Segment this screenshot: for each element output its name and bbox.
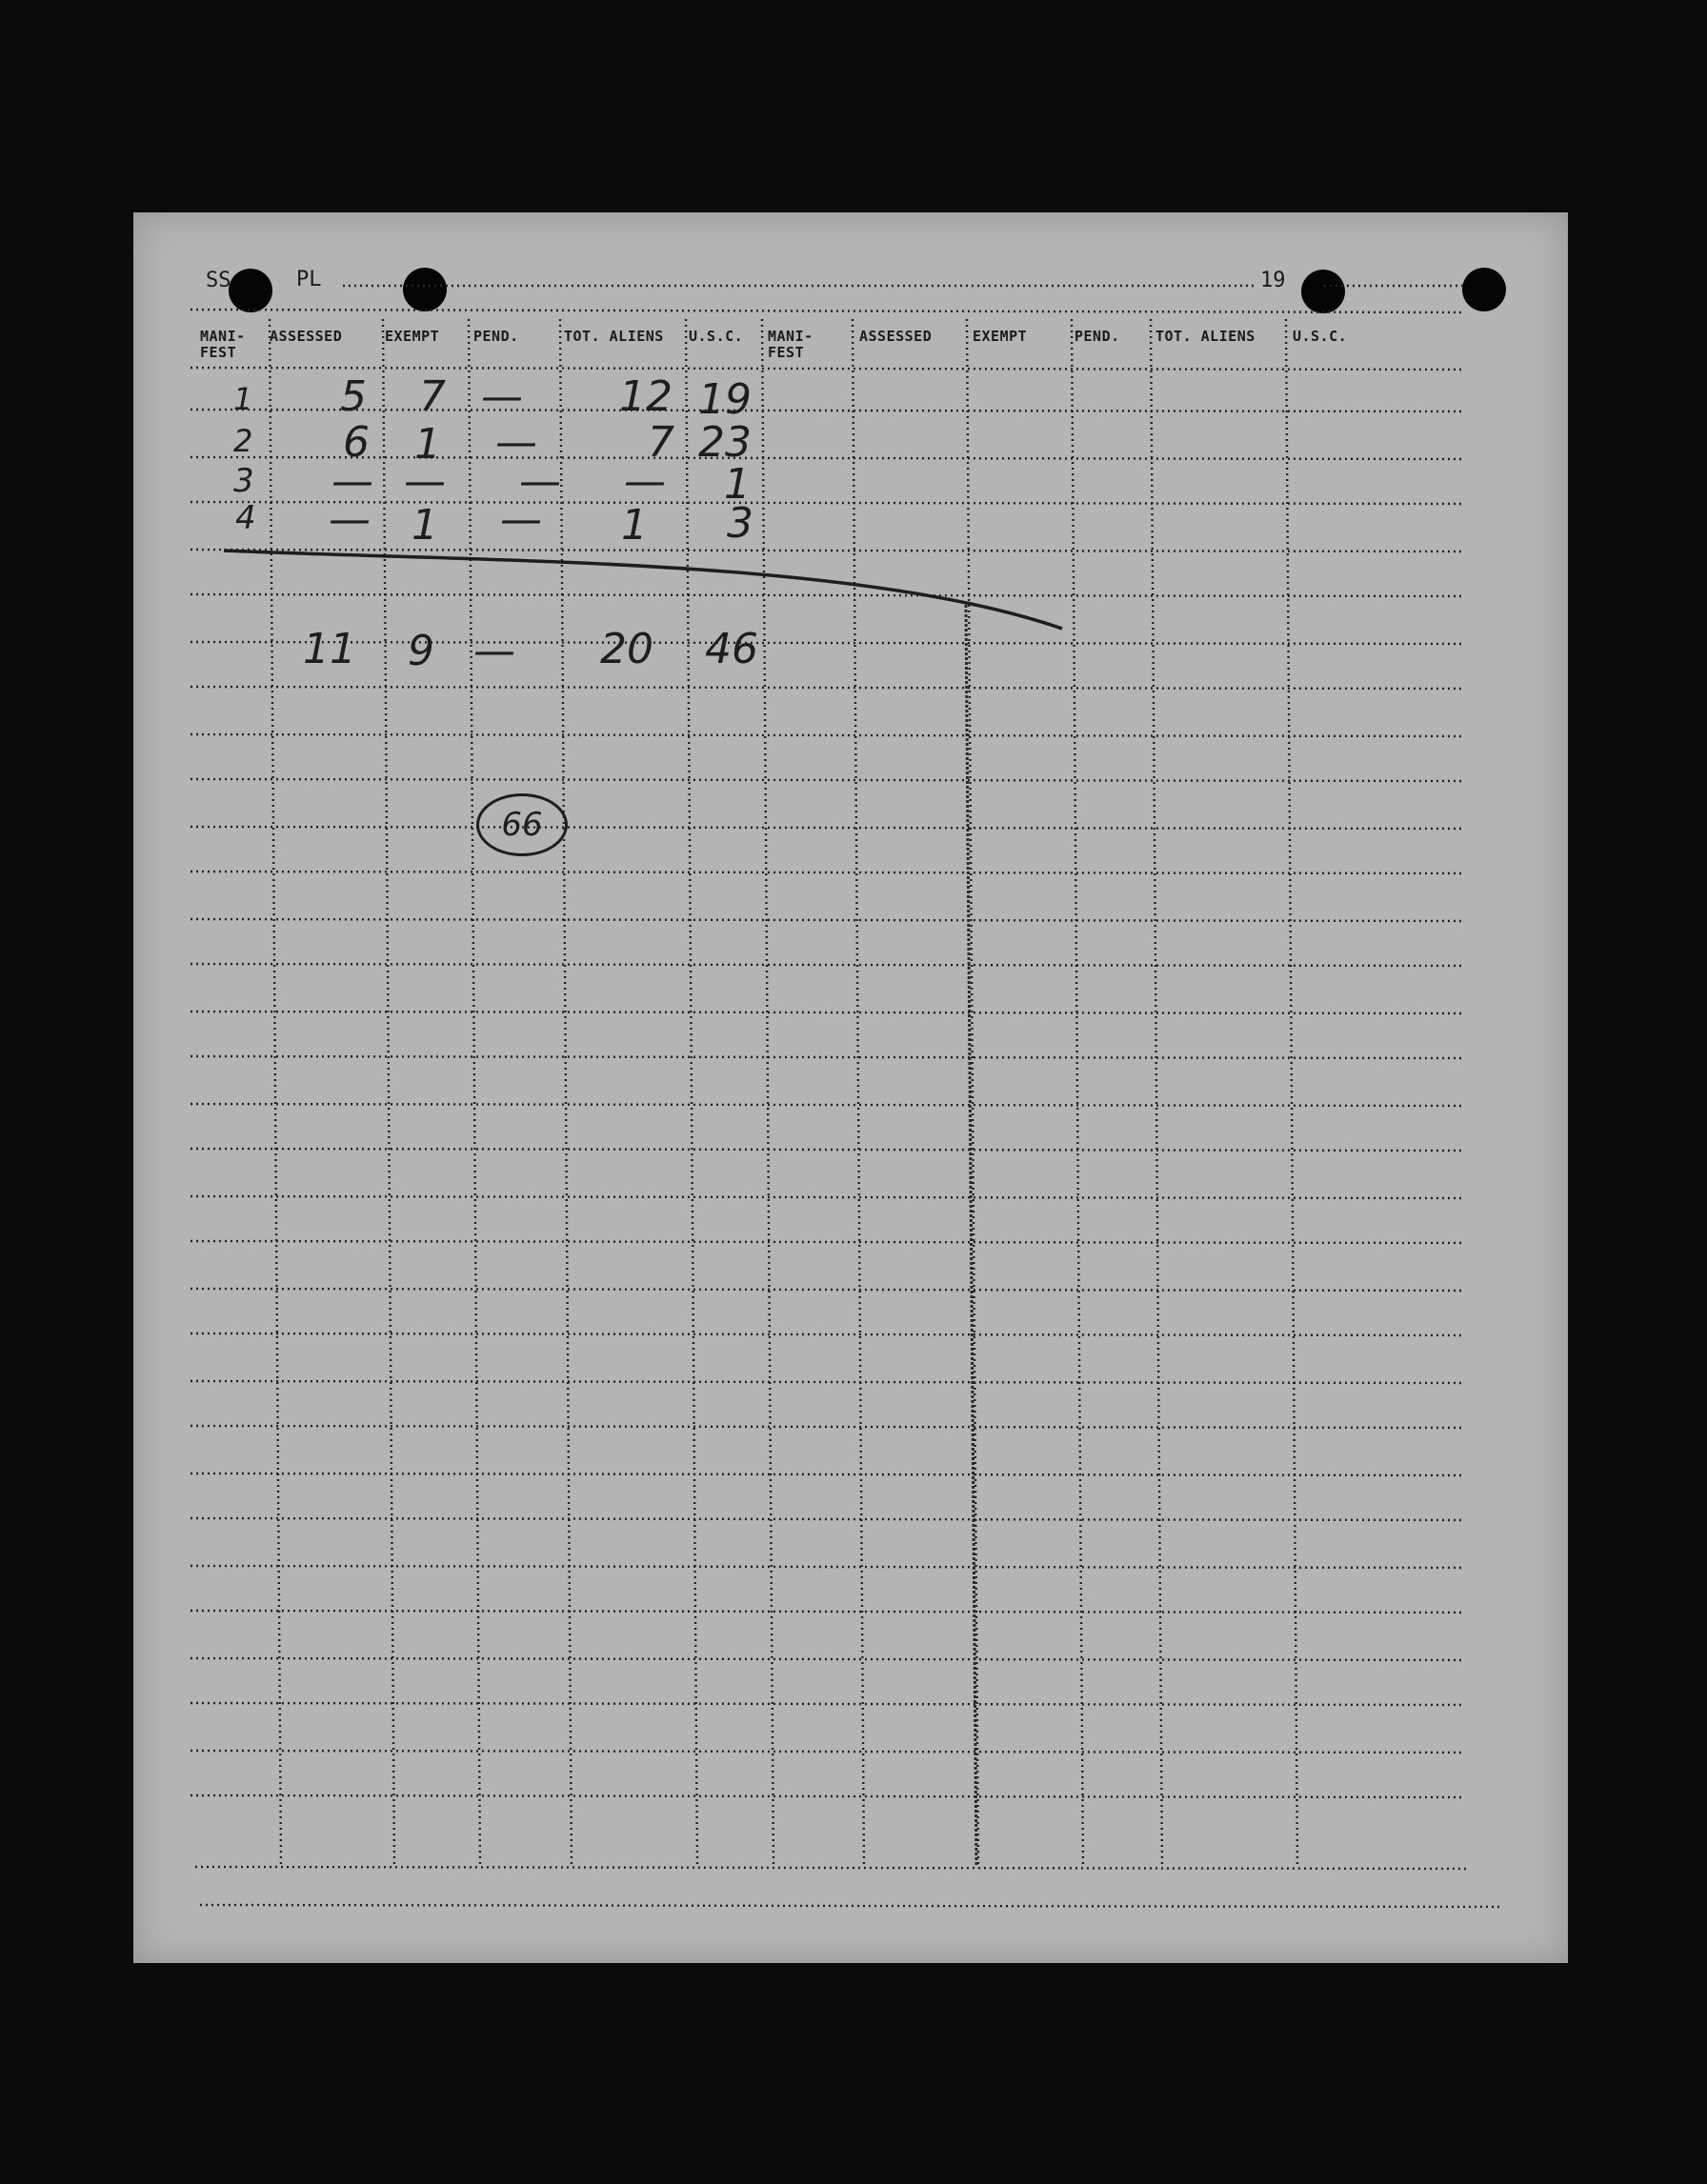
row-2-usc: 23: [698, 418, 752, 467]
header-manifest-right: [768, 329, 813, 361]
row-line: [191, 872, 1462, 873]
header-exempt-left: EXEMPT: [385, 328, 440, 345]
row-line: [191, 1381, 1462, 1383]
port-label: PL: [296, 268, 322, 291]
row-4-assessed: —: [329, 495, 371, 544]
row-line: [191, 410, 1462, 411]
header-tot-aliens-left: TOT. ALIENS: [564, 328, 664, 345]
row-line: [191, 1658, 1462, 1660]
row-1-tot-aliens: 12: [619, 372, 673, 421]
row-line: [191, 642, 1462, 644]
row-1-manifest: 1: [233, 381, 253, 417]
row-3-assessed: —: [331, 457, 373, 506]
header-bottom-line: [191, 368, 1462, 370]
row-2-assessed: 6: [343, 418, 370, 467]
footer-line-bottom: [200, 1905, 1500, 1907]
row-line: [191, 1566, 1462, 1568]
row-2-manifest: 2: [233, 423, 253, 459]
handwritten-total-underline: [224, 551, 1062, 629]
total-exempt: 9: [408, 627, 434, 675]
row-line: [191, 1104, 1462, 1106]
row-2-pend: —: [495, 418, 537, 467]
row-line: [191, 1333, 1462, 1335]
row-line: [191, 550, 1462, 551]
year-prefix: 19: [1260, 269, 1286, 292]
row-line: [191, 1751, 1462, 1753]
row-3-manifest: 3: [233, 462, 254, 500]
header-tot-aliens-right: TOT. ALIENS: [1155, 328, 1255, 345]
row-line: [191, 1289, 1462, 1291]
header-pend-left: PEND.: [473, 328, 519, 345]
row-3-exempt: —: [404, 457, 446, 506]
row-3-pend: —: [519, 457, 561, 506]
row-line: [191, 1149, 1462, 1151]
row-line: [191, 687, 1462, 689]
row-line: [191, 594, 1462, 596]
row-line: [191, 1196, 1462, 1198]
row-line: [191, 1703, 1462, 1705]
total-usc: 46: [705, 625, 758, 673]
row-line: [191, 1795, 1462, 1797]
row-line: [191, 919, 1462, 921]
header-pend-right: PEND.: [1074, 328, 1120, 345]
row-1-exempt: 7: [419, 372, 446, 421]
row-line: [191, 1056, 1462, 1058]
header-top-line: [191, 310, 1462, 312]
column-line: [383, 319, 394, 1867]
row-4-tot-aliens: 1: [621, 501, 648, 550]
header-usc-left: U.S.C.: [689, 328, 744, 345]
row-4-manifest: 4: [235, 499, 256, 537]
ship-label: SS: [206, 269, 231, 292]
row-line: [191, 734, 1462, 736]
header-manifest-right-text: MANI- FEST: [768, 328, 813, 361]
row-line: [191, 1518, 1462, 1520]
footer-line: [195, 1867, 1467, 1869]
row-4-usc: 3: [727, 499, 753, 548]
row-2-exempt: 1: [414, 420, 441, 469]
row-line: [191, 1611, 1462, 1613]
column-line: [469, 319, 480, 1867]
row-4-exempt: 1: [412, 501, 438, 550]
row-line: [191, 1473, 1462, 1475]
total-assessed: 11: [303, 625, 356, 673]
header-usc-right: U.S.C.: [1293, 328, 1348, 345]
row-line: [191, 1426, 1462, 1428]
row-3-tot-aliens: —: [624, 457, 666, 506]
total-tot-aliens: 20: [600, 625, 653, 673]
column-line: [560, 319, 572, 1867]
row-4-pend: —: [500, 495, 542, 544]
row-1-assessed: 5: [340, 372, 367, 421]
column-line: [686, 319, 697, 1867]
row-3-usc: 1: [724, 460, 751, 509]
grand-total: 66: [501, 806, 543, 844]
row-line: [191, 827, 1462, 829]
header-manifest-left-text: MANI- FEST: [200, 328, 246, 361]
header-exempt-right: EXEMPT: [973, 328, 1028, 345]
row-1-usc: 19: [698, 375, 752, 424]
row-line: [191, 457, 1462, 459]
row-line: [191, 1012, 1462, 1013]
row-2-tot-aliens: 7: [648, 418, 674, 467]
row-line: [191, 779, 1462, 781]
header-assessed-right: ASSESSED: [859, 328, 933, 345]
header-assessed-left: ASSESSED: [270, 328, 343, 345]
row-line: [191, 502, 1462, 504]
row-1-pend: —: [481, 372, 523, 421]
total-pend: —: [473, 627, 515, 675]
row-line: [191, 964, 1462, 966]
grand-total-circle: [476, 793, 568, 856]
column-line: [1286, 319, 1297, 1867]
row-line: [191, 1241, 1462, 1243]
header-manifest-left: [200, 329, 246, 361]
